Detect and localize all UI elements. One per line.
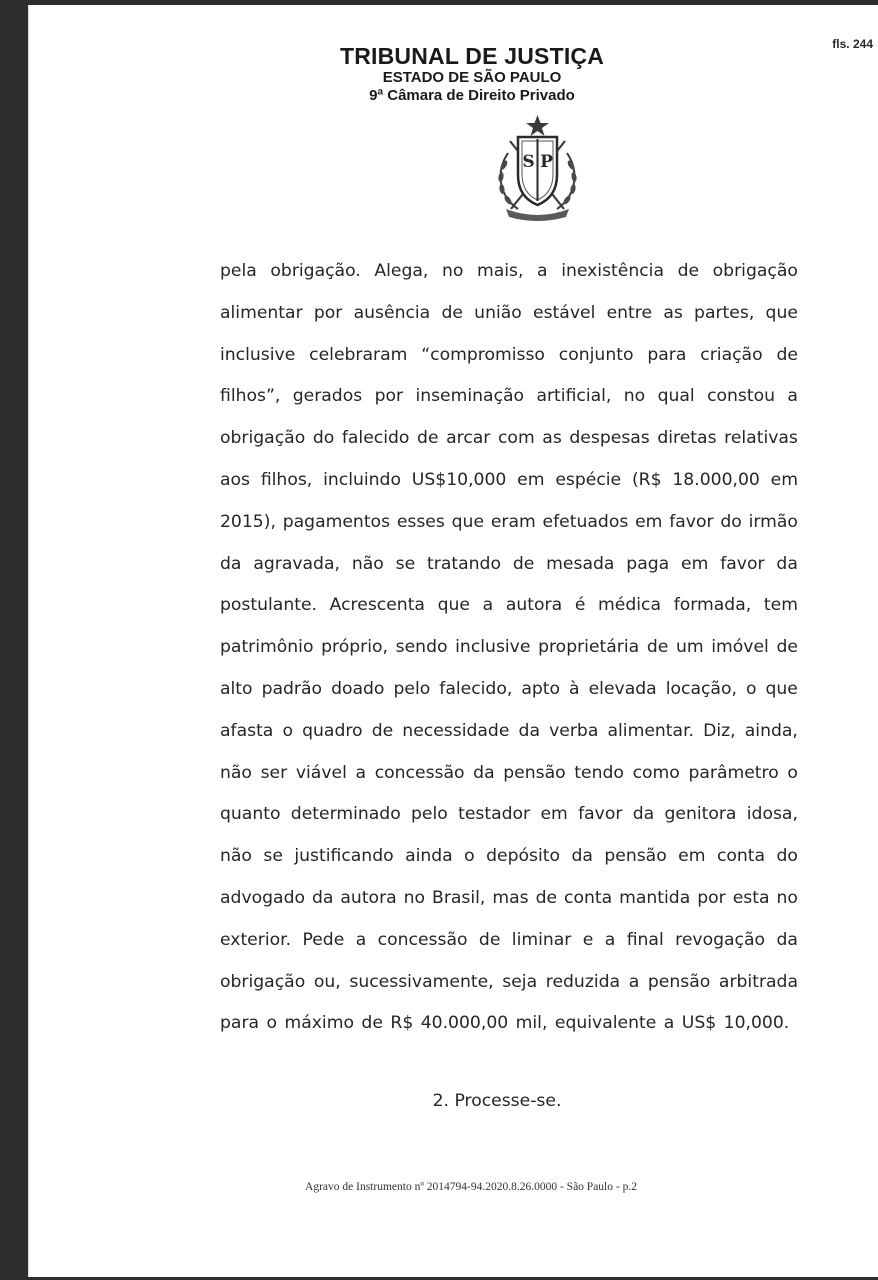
- body-word: filhos”,: [220, 386, 281, 407]
- body-word: celebraram: [309, 344, 408, 365]
- body-word: de: [776, 637, 798, 658]
- body-word: pensão: [503, 762, 566, 783]
- body-word: no: [623, 386, 646, 407]
- body-word: Diz,: [703, 720, 736, 741]
- process-item-text: 2. Processe-se.: [432, 1091, 562, 1111]
- body-word: pela: [220, 261, 257, 281]
- body-word: determinado: [290, 804, 401, 825]
- body-word: falecido: [341, 428, 410, 449]
- body-word: por: [374, 386, 404, 407]
- body-word: obrigação: [220, 971, 306, 992]
- body-word: espécie: [555, 469, 622, 490]
- document-page: [28, 5, 878, 1277]
- body-word: qual: [657, 386, 695, 407]
- body-word: relativas: [724, 428, 798, 449]
- body-word: afasta: [220, 720, 274, 741]
- body-word: obrigação: [220, 428, 306, 449]
- body-word: diretas: [657, 428, 717, 449]
- body-word: gerados: [292, 386, 363, 407]
- body-word: de: [776, 344, 798, 365]
- body-word: exterior.: [220, 929, 292, 950]
- body-word: necessidade: [402, 720, 510, 741]
- body-line: [220, 585, 798, 627]
- body-word: o: [464, 846, 475, 867]
- body-word: “compromisso: [421, 344, 545, 365]
- body-word: 2015),: [220, 511, 276, 532]
- body-word: efetuados: [542, 511, 629, 532]
- body-word: do: [312, 428, 335, 449]
- body-word: próprio,: [321, 637, 388, 658]
- body-line: [220, 544, 798, 586]
- body-word: genitora: [664, 804, 737, 825]
- body-word: e: [582, 929, 594, 950]
- body-word: de: [441, 302, 463, 323]
- body-word: advogado: [220, 887, 305, 908]
- body-word: a: [355, 929, 367, 950]
- body-word: a: [537, 261, 548, 281]
- body-word: locação,: [665, 678, 737, 699]
- body-word: da: [571, 846, 593, 867]
- body-word: pagamentos: [282, 511, 391, 532]
- body-word: um: [675, 637, 704, 658]
- body-word: alimentar: [220, 302, 303, 323]
- body-word: seja: [502, 971, 538, 992]
- body-line: [220, 836, 798, 878]
- body-word: de: [478, 929, 501, 950]
- body-word: de: [417, 428, 439, 449]
- body-word: médica: [598, 595, 662, 616]
- body-word: que: [765, 302, 798, 323]
- body-word: em: [678, 846, 706, 867]
- body-word: é: [574, 595, 586, 616]
- body-word: tendo: [574, 762, 624, 783]
- body-word: mas: [492, 887, 529, 908]
- body-word: conta: [716, 846, 766, 867]
- body-word: Alega,: [374, 261, 429, 281]
- body-word: união: [474, 302, 522, 323]
- body-word: revogação: [675, 929, 766, 950]
- body-word: ausência: [353, 302, 431, 323]
- body-word: postulante.: [220, 595, 317, 616]
- sao-paulo-coat-of-arms-icon: [490, 113, 585, 223]
- body-word: inseminação: [415, 386, 525, 407]
- body-word: da: [776, 553, 798, 574]
- body-word: justificando: [294, 846, 394, 867]
- body-word: em: [517, 469, 545, 490]
- body-word: sendo: [395, 637, 448, 658]
- body-word: à: [569, 678, 580, 699]
- svg-text:S: S: [522, 152, 535, 172]
- body-word: constou: [707, 386, 776, 407]
- body-word: formada,: [673, 595, 752, 616]
- body-word: pensão: [604, 846, 667, 867]
- body-word: pensão: [647, 971, 711, 992]
- body-line: [220, 920, 798, 962]
- body-word: imóvel: [711, 637, 769, 658]
- body-word: as: [663, 302, 683, 323]
- body-word: Pede: [302, 929, 345, 950]
- body-word: sucessivamente,: [349, 971, 494, 992]
- body-line: [220, 293, 798, 335]
- body-word: da: [473, 762, 495, 783]
- body-word: Brasil,: [432, 887, 486, 908]
- body-word: obrigação: [712, 261, 798, 281]
- body-word: da: [518, 720, 540, 741]
- body-word: idosa,: [746, 804, 798, 825]
- body-word: inclusive: [220, 344, 296, 365]
- body-word: a: [628, 971, 640, 992]
- body-word: despesas: [569, 428, 650, 449]
- body-word: US$10,000: [411, 469, 507, 490]
- body-word: em: [681, 553, 709, 574]
- body-word: elevada: [588, 678, 657, 699]
- body-word: da: [776, 929, 798, 950]
- body-line: [220, 376, 798, 418]
- body-word: a: [355, 762, 367, 783]
- body-word: alimentar.: [607, 720, 695, 741]
- body-word: a: [787, 386, 798, 407]
- body-word: da: [632, 804, 655, 825]
- body-word: por: [697, 887, 726, 908]
- body-word: favor: [720, 553, 765, 574]
- body-word: mesada: [546, 553, 615, 574]
- body-word: concessão: [374, 762, 465, 783]
- body-word: esses: [396, 511, 445, 532]
- folio-text: fls. 244: [832, 37, 873, 51]
- body-word: o: [745, 678, 757, 699]
- body-word: favor: [578, 804, 623, 825]
- body-word: não: [220, 762, 252, 783]
- body-line: [220, 753, 798, 795]
- body-word: padrão: [261, 678, 323, 699]
- body-word: a: [604, 929, 616, 950]
- body-word: com: [497, 428, 535, 449]
- body-word: as: [542, 428, 562, 449]
- body-word: se: [263, 846, 283, 867]
- body-word: no: [776, 887, 798, 908]
- case-reference: Agravo de Instrumento nº 2014794-94.2020.8.26.0000 - São Paulo - p.2: [305, 1181, 637, 1193]
- body-word: pelo: [393, 678, 431, 699]
- body-word: favor: [669, 511, 714, 532]
- body-word: pelo: [411, 804, 448, 825]
- body-word: final: [626, 929, 664, 950]
- body-word: do: [720, 511, 742, 532]
- body-word: eram: [490, 511, 536, 532]
- body-paragraph: [220, 251, 798, 1045]
- body-word: de: [677, 261, 700, 281]
- body-word: ser: [260, 762, 288, 783]
- body-word: para o máximo de R$ 40.000,00 mil, equivalente a US$ 10,000.: [220, 1013, 790, 1034]
- body-word: esta: [732, 887, 770, 908]
- body-word: quadro: [302, 720, 363, 741]
- body-word: em: [540, 804, 568, 825]
- body-word: que: [765, 678, 798, 699]
- body-word: alto: [220, 678, 253, 699]
- body-line: [220, 794, 798, 836]
- body-word: partes,: [694, 302, 755, 323]
- body-line: [220, 502, 798, 544]
- body-word: da: [311, 887, 334, 908]
- body-word: depósito: [486, 846, 561, 867]
- body-line: [220, 1003, 798, 1045]
- body-word: que: [437, 595, 471, 616]
- body-word: de: [535, 887, 558, 908]
- body-word: da: [220, 553, 242, 574]
- body-word: mantida: [619, 887, 691, 908]
- body-word: paga: [626, 553, 670, 574]
- body-word: autora: [340, 887, 397, 908]
- body-word: no: [403, 887, 426, 908]
- body-word: conta: [564, 887, 613, 908]
- body-word: proprietária: [538, 637, 640, 658]
- body-word: autora: [505, 595, 563, 616]
- body-word: doado: [331, 678, 385, 699]
- body-word: verba: [549, 720, 599, 741]
- body-word: falecido,: [439, 678, 513, 699]
- body-line: [220, 251, 798, 293]
- body-word: no: [441, 261, 464, 281]
- court-name: TRIBUNAL DE JUSTIÇA: [339, 43, 605, 69]
- chamber-name: 9ª Câmara de Direito Privado: [369, 87, 575, 104]
- body-word: que: [451, 511, 485, 532]
- body-word: liminar: [511, 929, 572, 950]
- body-line: [220, 627, 798, 669]
- body-word: em: [770, 469, 798, 490]
- body-line: [220, 669, 798, 711]
- body-word: de: [371, 720, 394, 741]
- body-word: de: [512, 553, 535, 574]
- body-word: criação: [700, 344, 763, 365]
- body-line: [220, 878, 798, 920]
- body-word: artificial,: [536, 386, 612, 407]
- body-word: tem: [763, 595, 798, 616]
- body-line: [220, 962, 798, 1004]
- body-word: agravada,: [253, 553, 340, 574]
- body-word: Acrescenta: [329, 595, 425, 616]
- state-name: ESTADO DE SÃO PAULO: [382, 69, 562, 86]
- body-word: tratando: [427, 553, 501, 574]
- body-word: se: [395, 553, 416, 574]
- body-word: inclusive: [455, 637, 531, 658]
- body-word: arbitrada: [718, 971, 798, 992]
- body-word: concessão: [377, 929, 468, 950]
- body-word: mais,: [476, 261, 524, 281]
- body-word: para: [647, 344, 687, 365]
- body-word: parâmetro: [688, 762, 779, 783]
- body-word: estável: [533, 302, 596, 323]
- body-word: não: [220, 846, 252, 867]
- body-line: [220, 711, 798, 753]
- body-word: apto: [521, 678, 561, 699]
- body-word: reduzida: [545, 971, 621, 992]
- body-word: o: [787, 762, 798, 783]
- body-word: filhos,: [260, 469, 313, 490]
- body-word: viável: [295, 762, 347, 783]
- body-word: incluindo: [323, 469, 401, 490]
- body-word: arcar: [446, 428, 491, 449]
- body-word: aos: [220, 469, 251, 490]
- document-header: [28, 43, 878, 105]
- body-word: ou,: [313, 971, 341, 992]
- body-word: conjunto: [558, 344, 634, 365]
- body-word: patrimônio: [220, 637, 314, 658]
- body-word: (R$: [631, 469, 662, 490]
- body-word: quanto: [220, 804, 281, 825]
- body-word: ainda,: [744, 720, 798, 741]
- process-item: [28, 1091, 878, 1111]
- body-word: por: [313, 302, 343, 323]
- body-line: [220, 335, 798, 377]
- body-word: do: [776, 846, 798, 867]
- body-word: a: [482, 595, 494, 616]
- body-word: ainda: [405, 846, 453, 867]
- body-word: de: [646, 637, 669, 658]
- body-line: [220, 418, 798, 460]
- body-word: não: [351, 553, 384, 574]
- body-word: inexistência: [561, 261, 664, 281]
- body-word: em: [635, 511, 663, 532]
- body-word: como: [632, 762, 680, 783]
- body-word: entre: [606, 302, 653, 323]
- body-word: obrigação.: [270, 261, 361, 281]
- body-word: testador: [458, 804, 531, 825]
- page-footer: [28, 1181, 878, 1193]
- body-word: irmão: [748, 511, 798, 532]
- svg-text:P: P: [540, 152, 553, 172]
- body-word: o: [282, 720, 293, 741]
- body-line: [220, 460, 798, 502]
- body-word: 18.000,00: [672, 469, 760, 490]
